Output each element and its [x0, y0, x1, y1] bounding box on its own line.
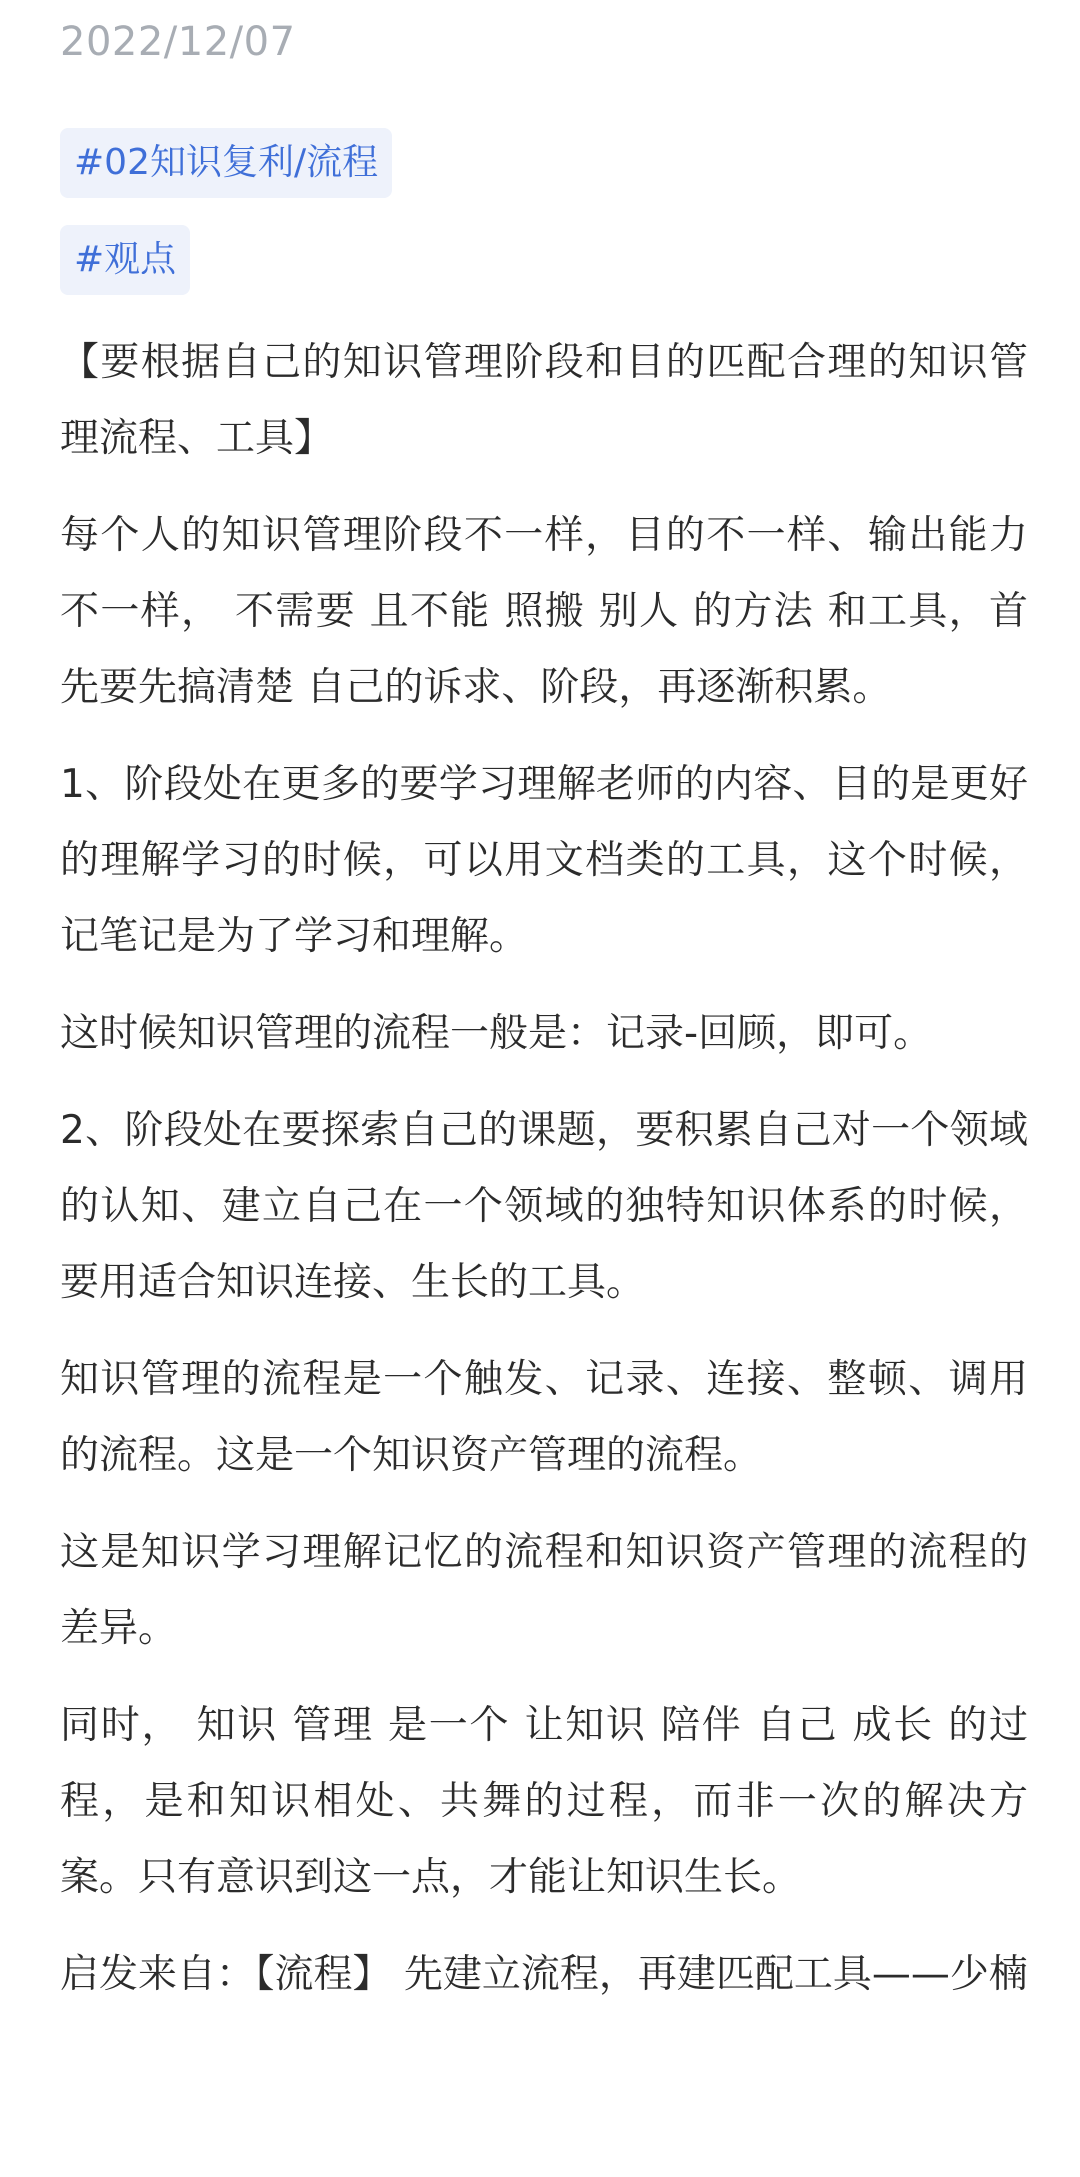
tag-viewpoint[interactable]: #观点	[60, 225, 190, 295]
note-date: 2022/12/07	[60, 19, 296, 65]
note-paragraph: 2、阶段处在要探索自己的课题，要积累自己对一个领域的认知、建立自己在一个领域的独特知识体系的时候，要用适合知识连接、生长的工具。	[60, 1108, 1028, 1305]
note-paragraph: 同时， 知识 管理 是一个 让知识 陪伴 自己 成长 的过程，是和知识相处、共舞的过程，而非一次的解决方案。只有意识到这一点，才能让知识生长。	[60, 1703, 1028, 1900]
note-paragraph: 1、阶段处在更多的要学习理解老师的内容、目的是更好的理解学习的时候，可以用文档类的工具，这个时候，记笔记是为了学习和理解。	[60, 762, 1028, 959]
note-paragraph-title: 【要根据自己的知识管理阶段和目的匹配合理的知识管理流程、工具】	[60, 340, 1028, 461]
note-paragraph: 每个人的知识管理阶段不一样，目的不一样、输出能力 不一样， 不需要 且不能 照搬 别人 的方法 和工具，首先要先搞清楚 自己的诉求、阶段，再逐渐积累。	[60, 513, 1028, 710]
note-paragraph: 知识管理的流程是一个触发、记录、连接、整顿、调用的流程。这是一个知识资产管理的流程。	[60, 1357, 1028, 1478]
note-paragraph: 这时候知识管理的流程一般是：记录-回顾，即可。	[60, 1011, 933, 1056]
tag-knowledge-flow[interactable]: #02知识复利/流程	[60, 128, 392, 198]
note-paragraph-source: 启发来自：【流程】 先建立流程，再建匹配工具——少楠	[60, 1952, 1028, 1997]
note-body	[60, 325, 1028, 2034]
note-paragraph: 这是知识学习理解记忆的流程和知识资产管理的流程的差异。	[60, 1530, 1028, 1651]
